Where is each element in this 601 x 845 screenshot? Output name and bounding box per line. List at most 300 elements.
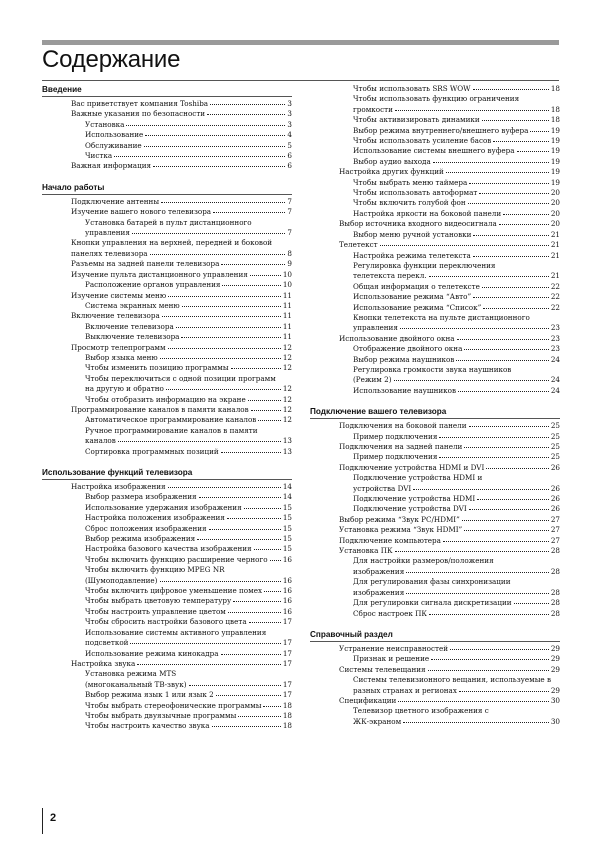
toc-entry-page: 20	[550, 198, 560, 208]
toc-entry-title: Настройка других функций	[339, 167, 444, 177]
toc-entry-page: 16	[282, 596, 292, 606]
toc-entry[interactable]	[42, 270, 292, 280]
top-rule	[42, 40, 559, 45]
toc-entry-title: Настройка яркости на боковой панели	[353, 208, 502, 218]
toc-entry-page: 27	[550, 514, 560, 524]
dot-leader	[153, 166, 285, 167]
page-number: 2	[50, 812, 57, 824]
toc-entry[interactable]	[310, 598, 560, 608]
toc-entry[interactable]	[310, 665, 560, 675]
dot-leader	[429, 276, 549, 277]
toc-entry[interactable]	[42, 555, 292, 565]
toc-entry-title: разных странах и регионах	[353, 685, 457, 695]
toc-entry-title: Настройка изображения	[71, 482, 166, 491]
toc-entry[interactable]	[42, 301, 292, 311]
toc-entry[interactable]	[42, 524, 292, 534]
toc-entry-page: 15	[282, 544, 292, 554]
dot-leader	[395, 110, 549, 111]
toc-entry-page: 16	[282, 606, 292, 616]
dot-leader	[400, 328, 549, 329]
toc-entry-page: 18	[282, 710, 292, 720]
toc-section-heading: Справочный раздел	[310, 629, 393, 639]
dot-leader	[433, 162, 549, 163]
toc-entry[interactable]	[42, 343, 292, 353]
dot-leader	[181, 337, 280, 338]
toc-entry[interactable]	[42, 141, 292, 151]
toc-entry-page: 26	[550, 504, 560, 514]
toc-entry-page: 19	[550, 146, 560, 156]
toc-entry-page: 17	[282, 638, 292, 648]
toc-entry[interactable]	[310, 644, 560, 654]
toc-entry-page: 25	[550, 452, 560, 462]
dot-leader	[130, 643, 280, 644]
toc-entry-title: Включение телевизора	[71, 311, 160, 321]
toc-entry[interactable]	[310, 251, 560, 261]
toc-entry-title: Изучение вашего нового телевизора	[71, 207, 212, 217]
toc-entry[interactable]	[310, 421, 560, 431]
toc-entry-title: Выбор режима изображения	[85, 534, 196, 544]
toc-entry[interactable]	[310, 344, 560, 354]
toc-entry-title: на другую и обратно	[85, 384, 164, 394]
toc-entry[interactable]	[42, 151, 292, 161]
toc-entry[interactable]	[42, 249, 292, 259]
toc-entry-title: Вас приветствует компания Toshiba	[71, 99, 209, 108]
dot-leader	[446, 172, 549, 173]
dot-leader	[473, 256, 549, 257]
toc-entry[interactable]	[42, 228, 292, 238]
toc-entry[interactable]	[310, 536, 560, 546]
dot-leader	[249, 622, 281, 623]
toc-entry-title: изображения	[353, 587, 405, 597]
dot-leader	[216, 695, 281, 696]
dot-leader	[168, 296, 281, 297]
dot-leader	[473, 89, 549, 90]
dot-leader	[482, 120, 549, 121]
toc-entry[interactable]	[42, 503, 292, 513]
dot-leader	[137, 664, 281, 665]
dot-leader	[456, 360, 548, 361]
toc-entry-page: 9	[287, 259, 292, 269]
toc-entry[interactable]	[42, 690, 292, 700]
toc-entry[interactable]	[310, 178, 560, 188]
toc-entry-page: 28	[550, 587, 560, 597]
toc-entry-title: Подключение антенны	[71, 196, 160, 206]
toc-entry-page: 10	[282, 280, 292, 290]
toc-entry[interactable]	[42, 311, 292, 321]
dot-leader	[210, 104, 285, 105]
toc-entry-page: 26	[550, 462, 560, 472]
toc-entry-title: Чтобы выбрать цветовую температуру	[85, 596, 232, 606]
toc-entry-page: 15	[282, 534, 292, 544]
toc-entry-title: Подключение устройства HDMI	[353, 494, 476, 504]
section-rule	[42, 479, 292, 480]
dot-leader	[176, 327, 281, 328]
toc-entry[interactable]	[42, 109, 292, 119]
toc-entry[interactable]	[310, 209, 560, 219]
toc-entry[interactable]	[310, 334, 560, 344]
dot-leader	[238, 716, 281, 717]
toc-entry[interactable]	[42, 384, 292, 394]
dot-leader	[270, 560, 281, 561]
toc-entry-title: Система экранных меню	[85, 300, 180, 310]
toc-entry-page: 29	[550, 643, 560, 653]
toc-entry-title: Использование двойного окна	[339, 333, 455, 343]
toc-entry-title: Чистка	[85, 151, 113, 161]
toc-entry-page: 15	[282, 523, 292, 533]
toc-entry-page: 24	[550, 354, 560, 364]
toc-entry[interactable]	[310, 230, 560, 240]
toc-entry[interactable]	[42, 280, 292, 290]
dot-leader	[394, 380, 549, 381]
toc-entry-page: 15	[282, 513, 292, 523]
toc-entry[interactable]	[310, 157, 560, 167]
dot-leader	[132, 233, 286, 234]
toc-section-heading: Введение	[42, 85, 82, 94]
toc-entry-continuation: Использование системы активного управления	[85, 627, 267, 637]
dot-leader	[530, 131, 548, 132]
toc-entry-page: 24	[550, 375, 560, 385]
toc-entry-title: Установка ПК	[339, 546, 393, 556]
toc-entry[interactable]	[42, 130, 292, 140]
dot-leader	[251, 410, 281, 411]
toc-entry-continuation: Для настройки размеров/положения	[353, 556, 494, 566]
dot-leader	[464, 530, 549, 531]
toc-entry[interactable]	[310, 546, 560, 556]
toc-entry[interactable]	[310, 452, 560, 462]
toc-entry-continuation: Чтобы включить функцию MPEG NR	[85, 565, 225, 575]
toc-entry-title: Для регулировки сигнала дискретизации	[353, 598, 512, 608]
toc-entry-title: Расположение органов управления	[85, 280, 221, 290]
toc-entry[interactable]	[310, 442, 560, 452]
dot-leader	[221, 654, 281, 655]
toc-entry-page: 7	[287, 228, 292, 238]
toc-entry[interactable]	[42, 395, 292, 405]
toc-entry-title: управления	[85, 228, 130, 238]
toc-entry-title: Использование системы внешнего вуфера	[353, 146, 515, 156]
toc-entry-title: Чтобы сбросить настройки базового цвета	[85, 617, 247, 627]
toc-entry[interactable]	[310, 146, 560, 156]
toc-entry[interactable]	[310, 323, 560, 333]
toc-entry-title: управления	[353, 323, 398, 333]
toc-entry-title: Настройка звука	[71, 658, 136, 668]
toc-entry[interactable]	[310, 463, 560, 473]
toc-entry[interactable]	[310, 504, 560, 514]
toc-entry-page: 25	[550, 431, 560, 441]
toc-entry-page: 22	[550, 292, 560, 302]
toc-entry-continuation: Регулировка функции переключения	[353, 260, 496, 270]
toc-entry[interactable]	[42, 680, 292, 690]
toc-entry-title: (Режим 2)	[353, 375, 392, 385]
dot-leader	[406, 593, 549, 594]
toc-entry-page: 19	[550, 177, 560, 187]
dot-leader	[469, 183, 549, 184]
toc-entry[interactable]	[42, 322, 292, 332]
dot-leader	[406, 572, 549, 573]
toc-entry-page: 18	[282, 721, 292, 731]
toc-entry[interactable]	[42, 332, 292, 342]
toc-entry[interactable]	[42, 120, 292, 130]
dot-leader	[462, 520, 549, 521]
toc-entry-title: Установка режима “Звук HDMI”	[339, 525, 463, 535]
toc-entry-page: 22	[550, 281, 560, 291]
toc-entry[interactable]	[42, 659, 292, 669]
toc-entry-page: 21	[550, 229, 560, 239]
toc-entry-page: 12	[282, 384, 292, 394]
dot-leader	[439, 457, 548, 458]
toc-entry[interactable]	[42, 607, 292, 617]
dot-leader	[264, 591, 281, 592]
toc-entry-page: 12	[282, 394, 292, 404]
toc-entry-page: 6	[287, 161, 292, 171]
toc-entry[interactable]	[310, 271, 560, 281]
toc-entry-title: Подключения на задней панели	[339, 442, 463, 451]
toc-entry[interactable]	[42, 617, 292, 627]
toc-entry-continuation: Системы телевизионного вещания, используемые в	[353, 675, 552, 685]
dot-leader	[479, 193, 548, 194]
toc-entry-title: Пример подключения	[353, 431, 438, 441]
toc-entry[interactable]	[310, 105, 560, 115]
toc-entry-page: 14	[282, 482, 292, 491]
toc-entry-title: Телетекст	[339, 240, 378, 250]
toc-entry-page: 19	[550, 136, 560, 146]
toc-entry[interactable]	[42, 259, 292, 269]
toc-entry[interactable]	[310, 717, 560, 727]
toc-entry[interactable]	[310, 84, 560, 94]
toc-entry[interactable]	[310, 494, 560, 504]
toc-entry[interactable]	[42, 711, 292, 721]
toc-entry-title: Программирование каналов в памяти каналов	[71, 404, 249, 414]
toc-entry-title: Системы телевещания	[339, 664, 426, 674]
toc-entry[interactable]	[42, 492, 292, 502]
toc-entry[interactable]	[42, 721, 292, 731]
toc-entry-page: 15	[282, 502, 292, 512]
dot-leader	[464, 447, 549, 448]
toc-entry-page: 12	[282, 352, 292, 362]
toc-entry[interactable]	[42, 405, 292, 415]
toc-entry-title: Чтобы настроить качество звука	[85, 721, 210, 731]
dot-leader	[483, 308, 549, 309]
dot-leader	[231, 368, 281, 369]
toc-entry-page: 20	[550, 208, 560, 218]
toc-entry-page: 12	[282, 404, 292, 414]
toc-entry-page: 14	[282, 492, 292, 502]
toc-entry-title: Настройка положения изображения	[85, 513, 225, 523]
toc-entry[interactable]	[310, 386, 560, 396]
toc-entry[interactable]	[310, 126, 560, 136]
toc-entry-page: 11	[282, 290, 292, 300]
toc-entry[interactable]	[42, 596, 292, 606]
toc-entry[interactable]	[42, 638, 292, 648]
toc-entry[interactable]	[310, 282, 560, 292]
toc-entry-title: Чтобы изменить позицию программы	[85, 363, 229, 373]
toc-entry-title: Выбор режима внутреннего/внешнего вуфера	[353, 125, 529, 135]
toc-entry[interactable]	[310, 136, 560, 146]
toc-entry[interactable]	[42, 482, 292, 492]
toc-entry-page: 23	[550, 333, 560, 343]
toc-entry[interactable]	[310, 696, 560, 706]
toc-entry-title: Чтобы включить функцию расширение черного	[85, 554, 268, 564]
toc-entry-title: Использование удержания изображения	[85, 502, 242, 512]
toc-entry-page: 7	[287, 196, 292, 206]
toc-entry-title: Выбор режима “Звук PC/HDMI”	[339, 514, 460, 524]
dot-leader	[197, 539, 281, 540]
toc-entry-continuation: Установка батарей в пульт дистанционного	[85, 217, 252, 227]
toc-entry-page: 20	[550, 188, 560, 198]
dot-leader	[145, 135, 285, 136]
toc-entry[interactable]	[310, 355, 560, 365]
toc-entry[interactable]	[310, 588, 560, 598]
toc-entry[interactable]	[310, 567, 560, 577]
dot-leader	[493, 141, 548, 142]
dot-leader	[473, 297, 549, 298]
toc-entry-page: 16	[282, 554, 292, 564]
dot-leader	[213, 212, 285, 213]
toc-entry-page: 17	[282, 648, 292, 658]
toc-entry[interactable]	[42, 291, 292, 301]
toc-entry-page: 19	[550, 156, 560, 166]
toc-entry[interactable]	[310, 188, 560, 198]
toc-entry-title: Чтобы выбрать двуязычные программы	[85, 710, 237, 720]
toc-entry[interactable]	[42, 586, 292, 596]
dot-leader	[189, 685, 281, 686]
toc-entry-title: Чтобы включить голубой фон	[353, 198, 466, 208]
toc-entry-page: 17	[282, 658, 292, 668]
toc-entry-page: 28	[550, 546, 560, 556]
toc-entry-page: 29	[550, 685, 560, 695]
toc-entry[interactable]	[310, 115, 560, 125]
dot-leader	[209, 529, 281, 530]
toc-entry[interactable]	[42, 353, 292, 363]
dot-leader	[380, 245, 549, 246]
toc-entry-title: Сортировка программных позиций	[85, 446, 219, 456]
section-rule	[42, 96, 292, 97]
toc-entry-page: 3	[287, 109, 292, 119]
toc-entry-page: 29	[550, 654, 560, 664]
toc-entry-continuation: Ручное программирование каналов в памяти	[85, 425, 258, 435]
toc-entry[interactable]	[42, 447, 292, 457]
toc-entry-title: Подключение компьютера	[339, 535, 441, 545]
toc-entry-page: 29	[550, 664, 560, 674]
toc-entry-title: Выбор аудио выхода	[353, 156, 431, 166]
toc-entry[interactable]	[42, 576, 292, 586]
toc-entry-continuation: Телевизор цветного изображения с	[353, 706, 489, 716]
dot-leader	[212, 726, 281, 727]
toc-entry-page: 26	[550, 483, 560, 493]
toc-entry[interactable]	[310, 303, 560, 313]
toc-entry-page: 28	[550, 598, 560, 608]
dot-leader	[514, 603, 549, 604]
toc-entry-title: Чтобы выбрать меню таймера	[353, 177, 468, 187]
toc-entry[interactable]	[42, 363, 292, 373]
page-title: Содержание	[42, 46, 181, 73]
dot-leader	[199, 497, 281, 498]
toc-entry-title: Общая информация о телетексте	[353, 281, 480, 291]
dot-leader	[398, 701, 548, 702]
toc-entry[interactable]	[310, 292, 560, 302]
section-rule	[42, 194, 292, 195]
toc-entry[interactable]	[42, 197, 292, 207]
toc-entry[interactable]	[42, 415, 292, 425]
dot-leader	[182, 306, 281, 307]
toc-entry-title: Изучение системы меню	[71, 290, 167, 300]
toc-entry-title: (Шумоподавление)	[85, 575, 158, 585]
title-rule	[42, 80, 559, 81]
toc-entry-continuation: Регулировка громкости звука наушников	[353, 364, 512, 374]
toc-entry-page: 23	[550, 323, 560, 333]
toc-entry-page: 12	[282, 363, 292, 373]
toc-entry-page: 23	[550, 344, 560, 354]
dot-leader	[429, 614, 549, 615]
toc-entry[interactable]	[42, 701, 292, 711]
toc-entry-title: (многоканальный ТВ-звук)	[85, 679, 187, 689]
toc-entry[interactable]	[310, 609, 560, 619]
toc-entry-continuation: Чтобы переключиться с одной позиции программ	[85, 373, 276, 383]
toc-entry[interactable]	[42, 436, 292, 446]
toc-entry[interactable]	[310, 240, 560, 250]
dot-leader	[477, 499, 549, 500]
toc-entry[interactable]	[310, 219, 560, 229]
toc-right-column	[310, 84, 560, 727]
toc-entry[interactable]	[42, 99, 292, 109]
toc-entry-title: Выбор меню ручной установки	[353, 229, 472, 239]
toc-entry[interactable]	[42, 207, 292, 217]
toc-entry[interactable]	[310, 167, 560, 177]
toc-entry-title: Чтобы включить цифровое уменьшение помех	[85, 586, 262, 596]
toc-left-column	[42, 84, 292, 732]
toc-entry-page: 18	[550, 115, 560, 125]
toc-entry-title: Сброс положения изображения	[85, 523, 207, 533]
toc-entry[interactable]	[42, 544, 292, 554]
toc-entry[interactable]	[310, 484, 560, 494]
toc-entry[interactable]	[310, 515, 560, 525]
toc-entry-title: Выбор источника входного видеосигнала	[339, 219, 497, 229]
toc-entry[interactable]	[310, 525, 560, 535]
toc-entry-page: 7	[287, 207, 292, 217]
toc-entry[interactable]	[42, 161, 292, 171]
dot-leader	[162, 316, 281, 317]
toc-section-heading: Подключение вашего телевизора	[310, 407, 447, 417]
toc-entry[interactable]	[310, 198, 560, 208]
toc-entry-title: Выбор режима язык 1 или язык 2	[85, 690, 214, 700]
toc-entry[interactable]	[310, 686, 560, 696]
dot-leader	[168, 487, 281, 488]
dot-leader	[263, 706, 280, 707]
toc-entry[interactable]	[310, 375, 560, 385]
toc-entry-title: Автоматическое программирование каналов	[85, 415, 257, 425]
dot-leader	[469, 509, 549, 510]
toc-entry[interactable]	[310, 654, 560, 664]
toc-entry-continuation: Чтобы использовать функцию ограничения	[353, 94, 520, 104]
toc-entry[interactable]	[42, 534, 292, 544]
toc-entry-page: 16	[282, 575, 292, 585]
toc-entry-title: подсветкой	[85, 638, 129, 648]
dot-leader	[248, 400, 281, 401]
dot-leader	[517, 151, 549, 152]
toc-entry[interactable]	[310, 432, 560, 442]
toc-entry-title: Отображение двойного окна	[353, 344, 463, 354]
toc-entry[interactable]	[42, 513, 292, 523]
toc-entry-continuation: Для регулирования фазы синхронизации	[353, 577, 511, 587]
toc-entry-page: 27	[550, 525, 560, 535]
toc-entry-title: Чтобы активизировать динамики	[353, 115, 480, 125]
toc-entry[interactable]	[42, 649, 292, 659]
toc-entry-title: Чтобы отобразить информацию на экране	[85, 394, 246, 404]
dot-leader	[160, 358, 281, 359]
toc-entry-page: 11	[282, 332, 292, 342]
toc-entry-page: 17	[282, 617, 292, 627]
toc-entry-continuation: Кнопки управления на верхней, передней и боковой	[71, 238, 273, 248]
dot-leader	[126, 125, 285, 126]
